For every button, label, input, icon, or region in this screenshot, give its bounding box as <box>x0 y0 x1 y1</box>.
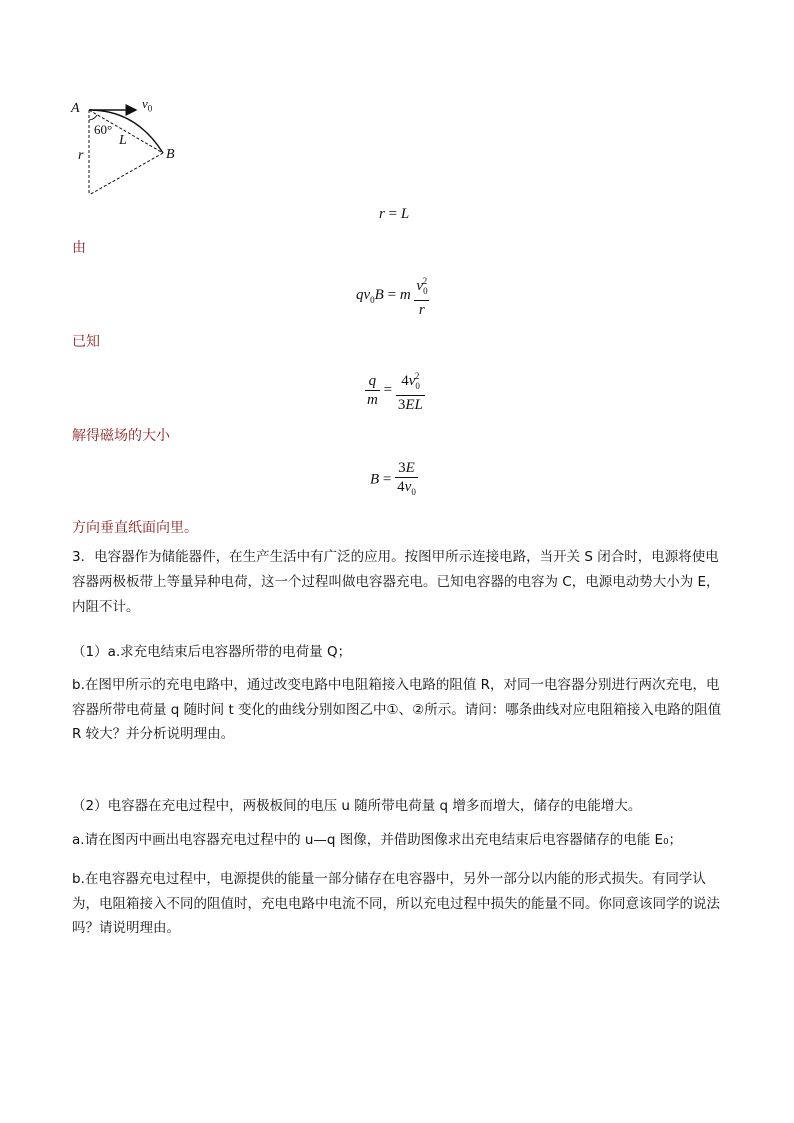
problem-3-part2a: a.请在图丙中画出电容器充电过程中的 u—q 图像，并借助图像求出充电结束后电容器储存的电能 E₀； <box>72 832 683 848</box>
label-r: r <box>78 148 84 163</box>
equation-lorentz: $qv_0B = m$ $\frac{v_0^2}{r}$ <box>356 272 429 319</box>
label-yizhi: 已知 <box>72 334 100 350</box>
equation-charge-mass: $\frac{q}{m}$ = $\frac{4v_0^2}{3EL}$ <box>365 367 425 414</box>
label-jiede: 解得磁场的大小 <box>72 428 170 444</box>
problem-3-intro: 3．电容器作为储能器件，在生产生活中有广泛的应用。按图甲所示连接电路，当开关 S 闭合时，电源将使电容器两极板带上等量异种电荷，这一个过程叫做电容器充电。已知电容器的电容为 C，电源电动势大小为 E，内阻不计。 <box>72 549 720 615</box>
equation-b-field: B = $\frac{3E}{4v_0}$ <box>370 460 416 497</box>
problem-3-part2b: b.在电容器充电过程中，电源提供的能量一部分储存在电容器中，另外一部分以内能的形式损失。有同学认为，电阻箱接入不同的阻值时，充电电路中电流不同，所以充电过程中损失的能量不同。你同意该同学的说法吗？请说明理由。 <box>72 871 720 936</box>
problem-3-part2: （2）电容器在充电过程中，两极板间的电压 u 随所带电荷量 q 增多而增大，储存的电能增大。 <box>72 798 642 814</box>
equation-r-eq-l: r = L <box>379 206 410 222</box>
label-you: 由 <box>72 240 86 256</box>
label-direction: 方向垂直纸面向里。 <box>72 520 198 536</box>
label-angle: 60° <box>94 122 113 137</box>
label-v0: $v_0$ <box>142 96 153 114</box>
angle-arc <box>89 115 97 120</box>
radius-line-b <box>89 153 163 195</box>
label-l: L <box>119 133 127 148</box>
label-b: B <box>166 147 175 162</box>
label-a: A <box>71 101 80 116</box>
problem-3-part1a: （1）a.求充电结束后电容器所带的电荷量 Q； <box>72 644 352 660</box>
motion-diagram <box>66 95 186 205</box>
problem-3-part1b: b.在图甲所示的充电电路中，通过改变电路中电阻箱接入电路的阻值 R，对同一电容器分别进行两次充电，电容器所带电荷量 q 随时间 t 变化的曲线分别如图乙中①、②所示。请问：哪条曲线对应电阻箱接入电路的阻值 R 较大？并分析说明理由。 <box>72 677 722 742</box>
